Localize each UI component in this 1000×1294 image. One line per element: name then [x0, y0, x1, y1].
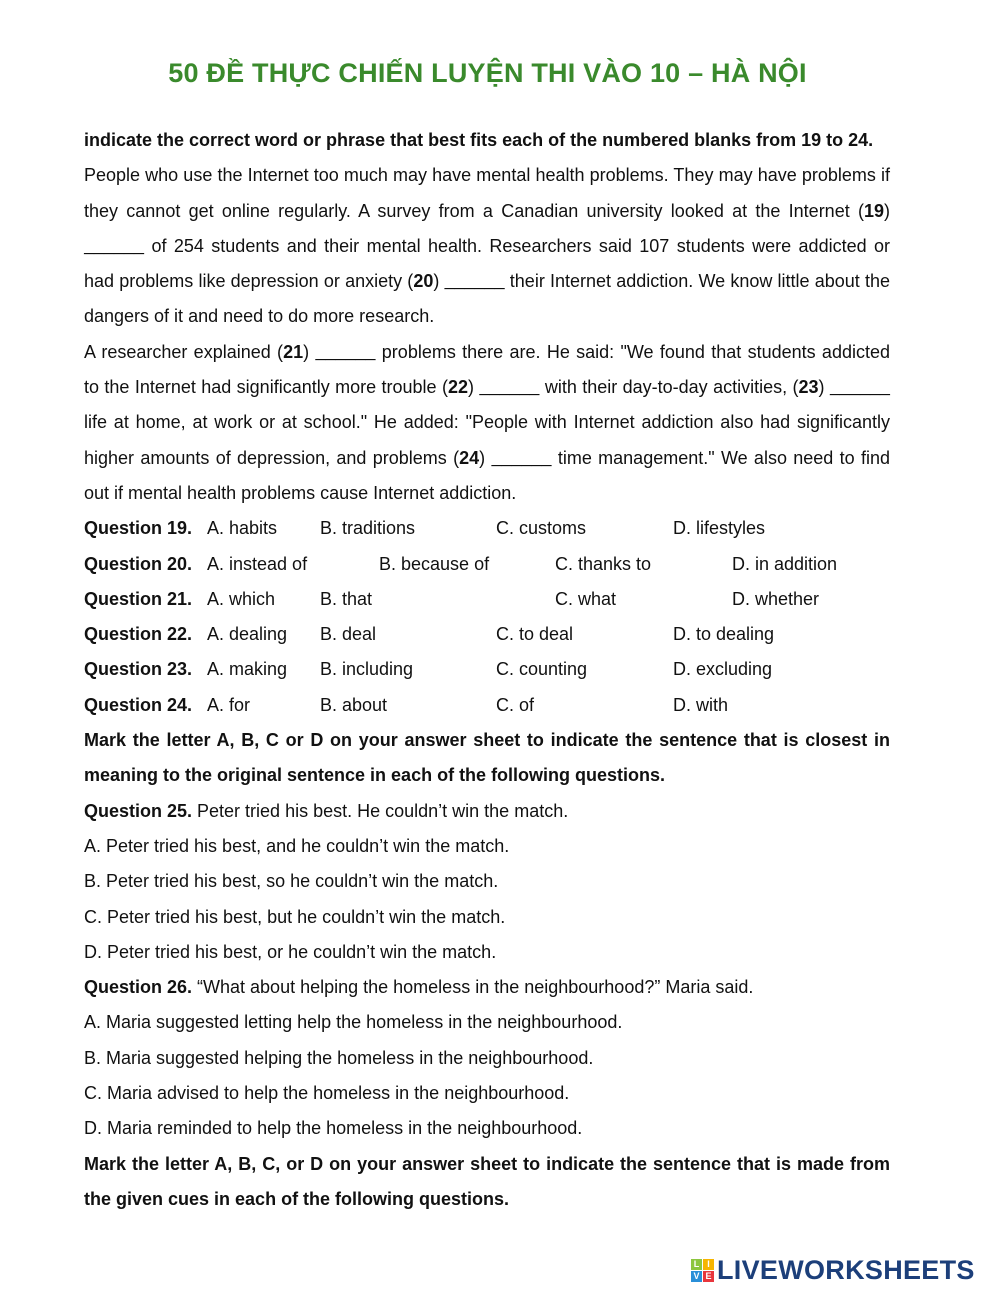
option-b[interactable]: B. about: [320, 694, 388, 715]
option-c[interactable]: C. to deal: [496, 624, 574, 645]
option-a[interactable]: A. for: [207, 694, 251, 715]
question-20: [84, 547, 890, 582]
question-label: Question 21.: [84, 588, 193, 609]
option-c[interactable]: C. of: [496, 694, 535, 715]
text: ): [467, 377, 480, 398]
option-d[interactable]: D. whether: [732, 588, 820, 609]
question-label: Question 22.: [84, 624, 193, 645]
question-26: [84, 970, 890, 1005]
option-c[interactable]: C. Maria advised to help the homeless in the neighbourhood.: [84, 1083, 570, 1104]
text: ): [884, 200, 890, 221]
question-22: [84, 617, 890, 652]
option-d[interactable]: D. with: [673, 694, 729, 715]
question-24: [84, 688, 890, 723]
option-c[interactable]: C. what: [555, 588, 617, 609]
option-b[interactable]: B. traditions: [320, 518, 416, 539]
text: their Internet addiction. We know little about the dangers of it and need to do more research.: [84, 271, 891, 327]
text: ): [303, 341, 316, 362]
text: A researcher explained (: [84, 341, 284, 362]
option-d[interactable]: D. Peter tried his best, or he couldn’t win the match.: [84, 941, 497, 962]
instruction-closest-meaning: Mark the letter A, B, C or D on your answer sheet to indicate the sentence that is closest in meaning to the original sentence in each of the following questions.: [84, 730, 890, 786]
page-title: 50 ĐỀ THỰC CHIẾN LUYỆN THI VÀO 10 – HÀ NỘI: [168, 58, 807, 88]
option-a[interactable]: A. Peter tried his best, and he couldn’t win the match.: [84, 835, 510, 856]
blank-22: ______: [479, 377, 540, 398]
question-label: Question 24.: [84, 694, 193, 715]
instruction-cloze: indicate the correct word or phrase that best fits each of the numbered blanks from 19 to 24.: [84, 130, 874, 150]
instruction-given-cues: Mark the letter A, B, C, or D on your answer sheet to indicate the sentence that is made from the given cues in each of the following questions.: [84, 1153, 890, 1209]
blank-19: ______: [84, 235, 145, 256]
question-stem: “What about helping the homeless in the neighbourhood?” Maria said.: [192, 977, 754, 998]
question-25: [84, 794, 890, 829]
blank-24: ______: [491, 447, 552, 468]
option-a[interactable]: A. making: [207, 659, 288, 680]
option-b[interactable]: B. that: [320, 588, 373, 609]
logo-text: LIVEWORKSHEETS: [717, 1255, 975, 1285]
option-d[interactable]: D. in addition: [732, 553, 838, 574]
passage-paragraph-2: [84, 335, 890, 511]
blank-number: 24: [459, 447, 480, 468]
text: with their day-to-day activities, (: [539, 377, 799, 398]
option-b[interactable]: B. Maria suggested helping the homeless in the neighbourhood.: [84, 1047, 594, 1068]
option-d[interactable]: D. excluding: [673, 659, 773, 680]
text: ): [479, 447, 492, 468]
option-a[interactable]: A. dealing: [207, 624, 288, 645]
option-b[interactable]: B. including: [320, 659, 414, 680]
option-c[interactable]: C. thanks to: [555, 553, 652, 574]
blank-20: ______: [444, 271, 505, 292]
option-b[interactable]: B. Peter tried his best, so he couldn’t win the match.: [84, 871, 499, 892]
text: ): [433, 271, 445, 292]
question-23: [84, 652, 890, 687]
question-label: Question 19.: [84, 518, 193, 539]
blank-number: 22: [447, 377, 468, 398]
tile: L: [691, 1259, 702, 1270]
question-stem: Peter tried his best. He couldn’t win the match.: [192, 800, 569, 821]
question-label: Question 20.: [84, 553, 193, 574]
option-a[interactable]: A. habits: [207, 518, 278, 539]
text: life at home, at work or at school." He added: "People with Internet addiction also had significantly higher amounts of depression, and problems (: [84, 412, 890, 468]
question-label: Question 26.: [84, 977, 193, 998]
tile: I: [703, 1259, 714, 1270]
option-c[interactable]: C. customs: [496, 518, 587, 539]
question-19: [84, 511, 890, 546]
question-label: Question 23.: [84, 659, 193, 680]
option-b[interactable]: B. because of: [379, 553, 490, 574]
option-a[interactable]: A. Maria suggested letting help the homeless in the neighbourhood.: [84, 1012, 623, 1033]
blank-23: ______: [829, 377, 890, 398]
worksheet-content: [84, 123, 890, 1217]
tile: E: [703, 1271, 714, 1282]
question-21: [84, 582, 890, 617]
option-a[interactable]: A. instead of: [207, 553, 308, 574]
text: problems there are. He said: "We found that students addicted to the Internet had significantly more trouble (: [84, 341, 890, 398]
option-d[interactable]: D. lifestyles: [673, 518, 766, 539]
option-d[interactable]: D. to dealing: [673, 624, 775, 645]
text: People who use the Internet too much may have mental health problems. They may have problems if they cannot get online regularly. A survey from a Canadian university looked at the Internet (: [84, 165, 890, 221]
logo-tiles-icon: [691, 1259, 714, 1282]
tile: V: [691, 1271, 702, 1282]
option-c[interactable]: C. counting: [496, 659, 588, 680]
option-d[interactable]: D. Maria reminded to help the homeless in the neighbourhood.: [84, 1118, 583, 1139]
passage-paragraph-1: [84, 158, 890, 334]
text: of 254 students and their mental health. Researchers said 107 students were addicted or had problems like depression or anxiety (: [84, 235, 890, 292]
question-label: Question 25.: [84, 800, 193, 821]
blank-number: 20: [413, 271, 434, 292]
blank-number: 19: [863, 200, 884, 221]
blank-number: 21: [283, 341, 304, 362]
blank-21: ______: [315, 341, 376, 362]
liveworksheets-logo: [691, 1255, 975, 1286]
blank-number: 23: [798, 377, 819, 398]
option-b[interactable]: B. deal: [320, 624, 377, 645]
option-c[interactable]: C. Peter tried his best, but he couldn’t win the match.: [84, 906, 506, 927]
text: ): [818, 377, 830, 398]
text: time management." We also need to find out if mental health problems cause Internet addiction.: [84, 447, 890, 503]
option-a[interactable]: A. which: [207, 588, 276, 609]
